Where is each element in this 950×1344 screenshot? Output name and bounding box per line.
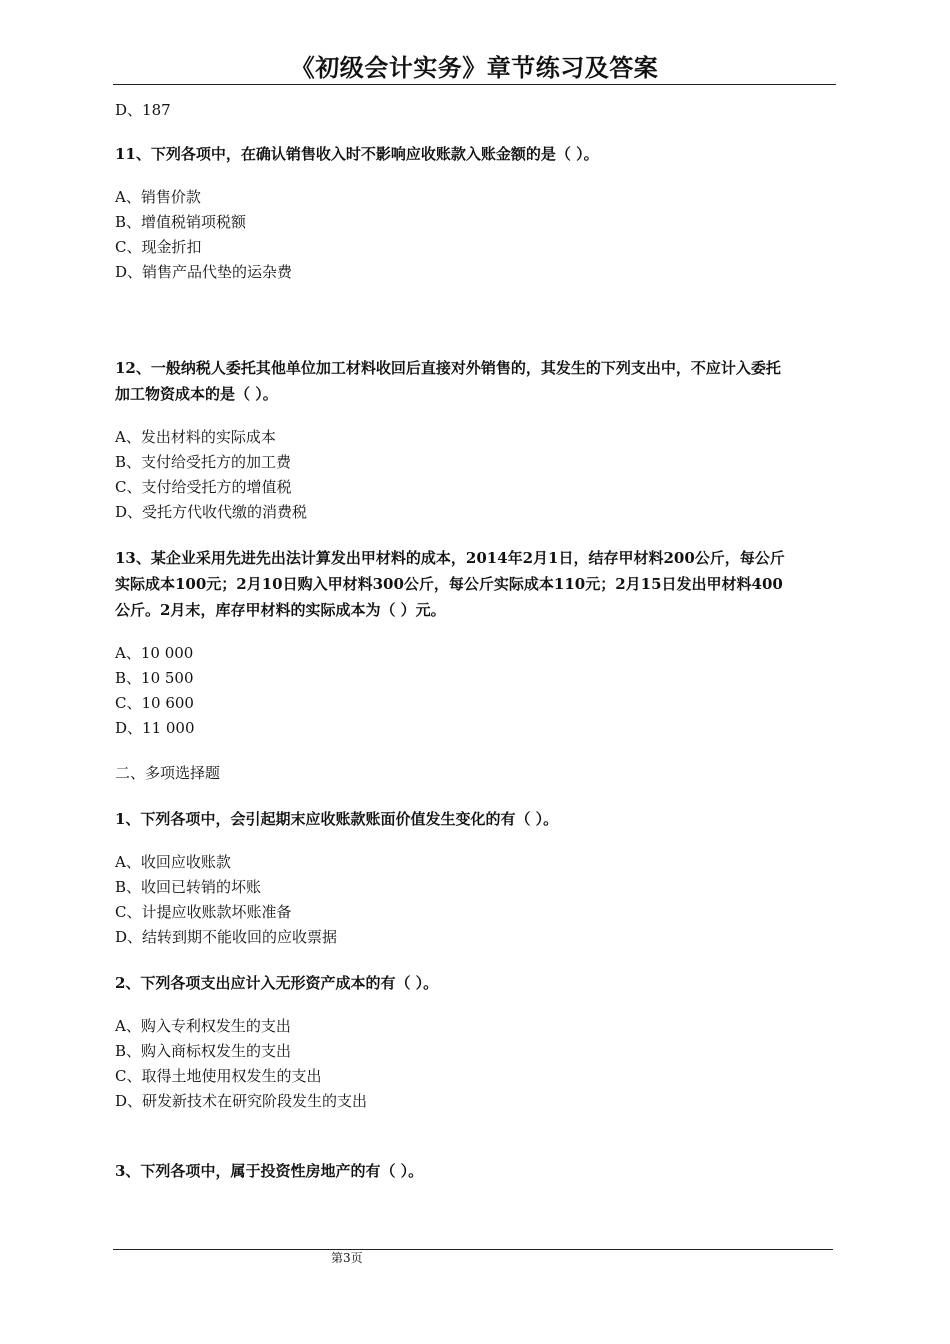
m1-option-b: B、收回已转销的坏账 xyxy=(115,878,262,896)
q11-option-a: A、销售价款 xyxy=(115,188,201,206)
document-title: 《初级会计实务》章节练习及答案 xyxy=(290,53,659,82)
m2-option-a: A、购入专利权发生的支出 xyxy=(115,1017,291,1035)
question-13-line-2: 实际成本100元；2月10日购入甲材料300公斤，每公斤实际成本110元；2月15日发出甲材料400 xyxy=(115,575,783,593)
question-12-line-1: 12、一般纳税人委托其他单位加工材料收回后直接对外销售的，其发生的下列支出中，不应计入委托 xyxy=(115,359,781,377)
m1-option-a: A、收回应收账款 xyxy=(115,853,231,871)
page-header xyxy=(113,52,836,85)
q11-option-b: B、增值税销项税额 xyxy=(115,213,247,231)
question-13-line-3: 公斤。2月末，库存甲材料的实际成本为（ ）元。 xyxy=(115,601,446,619)
q12-option-a: A、发出材料的实际成本 xyxy=(115,428,276,446)
q12-option-b: B、支付给受托方的加工费 xyxy=(115,453,292,471)
section-title-multiple-choice: 二、多项选择题 xyxy=(115,764,221,782)
m1-option-d: D、结转到期不能收回的应收票据 xyxy=(115,928,338,946)
multi-question-1: 1、下列各项中，会引起期末应收账款账面价值发生变化的有（ ）。 xyxy=(115,810,559,828)
q13-option-a: A、10 000 xyxy=(115,644,194,662)
question-13-line-1: 13、某企业采用先进先出法计算发出甲材料的成本，2014年2月1日，结存甲材料200公斤，每公斤 xyxy=(115,549,785,567)
page-content xyxy=(115,98,837,1184)
q12-option-c: C、支付给受托方的增值税 xyxy=(115,478,292,496)
q12-option-d: D、受托方代收代缴的消费税 xyxy=(115,503,308,521)
option-d-prev: D、187 xyxy=(115,101,171,119)
question-11: 11、下列各项中，在确认销售收入时不影响应收账款入账金额的是（ ）。 xyxy=(115,145,599,163)
multi-question-2: 2、下列各项支出应计入无形资产成本的有（ ）。 xyxy=(115,974,439,992)
q13-option-d: D、11 000 xyxy=(115,719,195,737)
m2-option-b: B、购入商标权发生的支出 xyxy=(115,1042,292,1060)
m2-option-c: C、取得土地使用权发生的支出 xyxy=(115,1067,322,1085)
page-footer xyxy=(113,1249,833,1265)
multi-question-3: 3、下列各项中，属于投资性房地产的有（ ）。 xyxy=(115,1162,424,1180)
question-12-line-2: 加工物资成本的是（ ）。 xyxy=(115,385,278,403)
q11-option-c: C、现金折扣 xyxy=(115,238,202,256)
page-number: 第3页 xyxy=(331,1251,363,1265)
q11-option-d: D、销售产品代垫的运杂费 xyxy=(115,263,293,281)
q13-option-b: B、10 500 xyxy=(115,669,194,687)
m1-option-c: C、计提应收账款坏账准备 xyxy=(115,903,292,921)
m2-option-d: D、研发新技术在研究阶段发生的支出 xyxy=(115,1092,368,1110)
q13-option-c: C、10 600 xyxy=(115,694,194,712)
